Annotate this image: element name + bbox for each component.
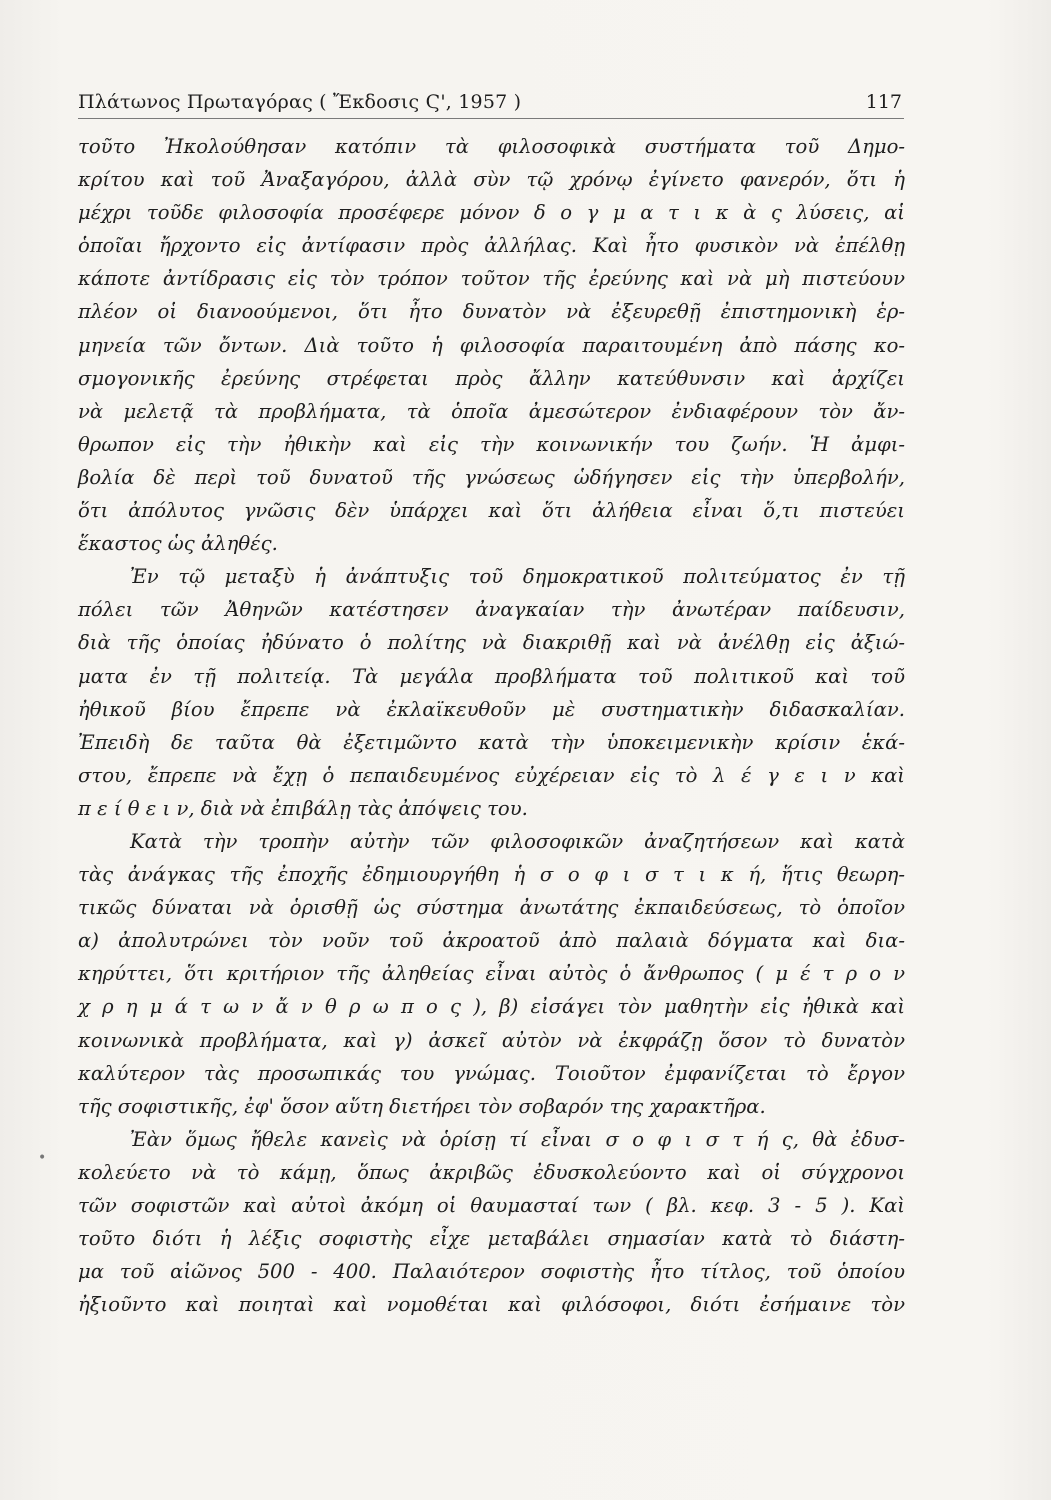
text-line: βολία δὲ περὶ τοῦ δυνατοῦ τῆς γνώσεως ὡδήγησεν εἰς τὴν ὑπερβολήν, (78, 465, 905, 489)
text-line: ὁποῖαι ἤρχοντο εἰς ἀντίφασιν πρὸς ἀλλήλας. Καὶ ἦτο φυσικὸν νὰ ἐπέλθῃ (78, 234, 905, 258)
text-line: διὰ τῆς ὁποίας ἠδύνατο ὁ πολίτης νὰ διακριθῇ καὶ νὰ ἀνέλθῃ εἰς ἀξιώ- (78, 631, 905, 655)
text-line: κοινωνικὰ προβλήματα, καὶ γ) ἀσκεῖ αὐτὸν νὰ ἐκφράζῃ ὅσον τὸ δυνατὸν (78, 1028, 905, 1052)
text-line: τοῦτο Ἠκολούθησαν κατόπιν τὰ φιλοσοφικὰ συστήματα τοῦ Δημο- (78, 135, 905, 158)
paragraph-start-line: Ἐν τῷ μεταξὺ ἡ ἀνάπτυξις τοῦ δημοκρατικοῦ πολιτεύματος ἐν τῇ (130, 565, 905, 589)
text-line: τὰς ἀνάγκας τῆς ἐποχῆς ἐδημιουργήθη ἡ σ ο φ ι σ τ ι κ ή, ἥτις θεωρη- (78, 863, 905, 887)
text-line: ματα ἐν τῇ πολιτείᾳ. Τὰ μεγάλα προβλήματα τοῦ πολιτικοῦ καὶ τοῦ (78, 664, 905, 688)
margin-mark: • (38, 1150, 47, 1166)
body-text (78, 130, 905, 1321)
text-line: α) ἀπολυτρώνει τὸν νοῦν τοῦ ἀκροατοῦ ἀπὸ παλαιὰ δόγματα καὶ δια- (78, 929, 905, 953)
text-line: πλέον οἱ διανοούμενοι, ὅτι ἦτο δυνατὸν νὰ ἐξευρεθῇ ἐπιστημονικὴ ἑρ- (78, 300, 905, 324)
text-line: καλύτερον τὰς προσωπικάς του γνώμας. Τοιοῦτον ἐμφανίζεται τὸ ἔργον (78, 1061, 905, 1085)
text-line: Ἐπειδὴ δε ταῦτα θὰ ἐξετιμῶντο κατὰ τὴν ὑποκειμενικὴν κρίσιν ἑκά- (78, 730, 905, 754)
text-line: μα τοῦ αἰῶνος 500 - 400. Παλαιότερον σοφιστὴς ἦτο τίτλος, τοῦ ὁποίου (78, 1260, 905, 1284)
text-line: πόλει τῶν Ἀθηνῶν κατέστησεν ἀναγκαίαν τὴν ἀνωτέραν παίδευσιν, (78, 598, 905, 622)
running-head (78, 88, 904, 119)
text-line: τῆς σοφιστικῆς, ἐφ' ὅσον αὕτη διετήρει τὸν σοβαρόν της χαρακτῆρα. (78, 1094, 766, 1118)
text-line: ἠξιοῦντο καὶ ποιηταὶ καὶ νομοθέται καὶ φιλόσοφοι, διότι ἐσήμαινε τὸν (78, 1293, 905, 1317)
text-line: μέχρι τοῦδε φιλοσοφία προσέφερε μόνον δ ο γ μ α τ ι κ ὰ ς λύσεις, αἱ (78, 201, 905, 225)
paragraph-start-line: Ἐὰν ὅμως ἤθελε κανεὶς νὰ ὁρίσῃ τί εἶναι σ ο φ ι σ τ ή ς, θὰ ἐδυσ- (130, 1127, 905, 1151)
text-line: τοῦτο διότι ἡ λέξις σοφιστὴς εἶχε μεταβάλει σημασίαν κατὰ τὸ διάστη- (78, 1227, 905, 1251)
running-title: Πλάτωνος Πρωταγόρας ( Ἔκδοσις Ϛ', 1957 ) (78, 91, 522, 113)
text-line: ἠθικοῦ βίου ἔπρεπε νὰ ἐκλαϊκευθοῦν μὲ συστηματικὴν διδασκαλίαν. (78, 697, 905, 721)
paragraph-start-line: Κατὰ τὴν τροπὴν αὐτὴν τῶν φιλοσοφικῶν ἀναζητήσεων καὶ κατὰ (130, 829, 905, 853)
text-line: στου, ἔπρεπε νὰ ἔχῃ ὁ πεπαιδευμένος εὐχέρειαν εἰς τὸ λ έ γ ε ι ν καὶ (78, 763, 905, 787)
text-line: κάποτε ἀντίδρασις εἰς τὸν τρόπον τοῦτον τῆς ἐρεύνης καὶ νὰ μὴ πιστεύουν (78, 267, 905, 291)
text-line: π ε ί θ ε ι ν, διὰ νὰ ἐπιβάλῃ τὰς ἀπόψεις του. (78, 796, 528, 820)
text-line: τῶν σοφιστῶν καὶ αὐτοὶ ἀκόμη οἱ θαυμασταί των ( βλ. κεφ. 3 - 5 ). Καὶ (78, 1194, 905, 1217)
text-line: ὅτι ἀπόλυτος γνῶσις δὲν ὑπάρχει καὶ ὅτι ἀλήθεια εἶναι ὅ,τι πιστεύει (78, 499, 905, 523)
text-line: σμογονικῆς ἐρεύνης στρέφεται πρὸς ἄλλην κατεύθυνσιν καὶ ἀρχίζει (78, 366, 905, 390)
text-line: νὰ μελετᾷ τὰ προβλήματα, τὰ ὁποῖα ἀμεσώτερον ἐνδιαφέρουν τὸν ἄν- (78, 399, 905, 423)
text-line: μηνεία τῶν ὄντων. Διὰ τοῦτο ἡ φιλοσοφία παραιτουμένη ἀπὸ πάσης κο- (78, 333, 905, 357)
text-line: θρωπον εἰς τὴν ἠθικὴν καὶ εἰς τὴν κοινωνικήν του ζωήν. Ἡ ἀμφι- (78, 432, 905, 456)
text-line: κρίτου καὶ τοῦ Ἀναξαγόρου, ἀλλὰ σὺν τῷ χρόνῳ ἐγίνετο φανερόν, ὅτι ἡ (78, 168, 905, 192)
text-line: χ ρ η μ ά τ ω ν ἄ ν θ ρ ω π ο ς ), β) εἰσάγει τὸν μαθητὴν εἰς ἠθικὰ καὶ (78, 995, 905, 1019)
page-number: 117 (865, 91, 902, 113)
text-line: κηρύττει, ὅτι κριτήριον τῆς ἀληθείας εἶναι αὐτὸς ὁ ἄνθρωπος ( μ έ τ ρ ο ν (78, 962, 905, 986)
text-line: κολεύετο νὰ τὸ κάμῃ, ὅπως ἀκριβῶς ἐδυσκολεύοντο καὶ οἱ σύγχρονοι (78, 1160, 905, 1184)
text-line: τικῶς δύναται νὰ ὁρισθῇ ὡς σύστημα ἀνωτάτης ἐκπαιδεύσεως, τὸ ὁποῖον (78, 896, 905, 920)
text-line: ἕκαστος ὡς ἀληθές. (78, 532, 278, 556)
